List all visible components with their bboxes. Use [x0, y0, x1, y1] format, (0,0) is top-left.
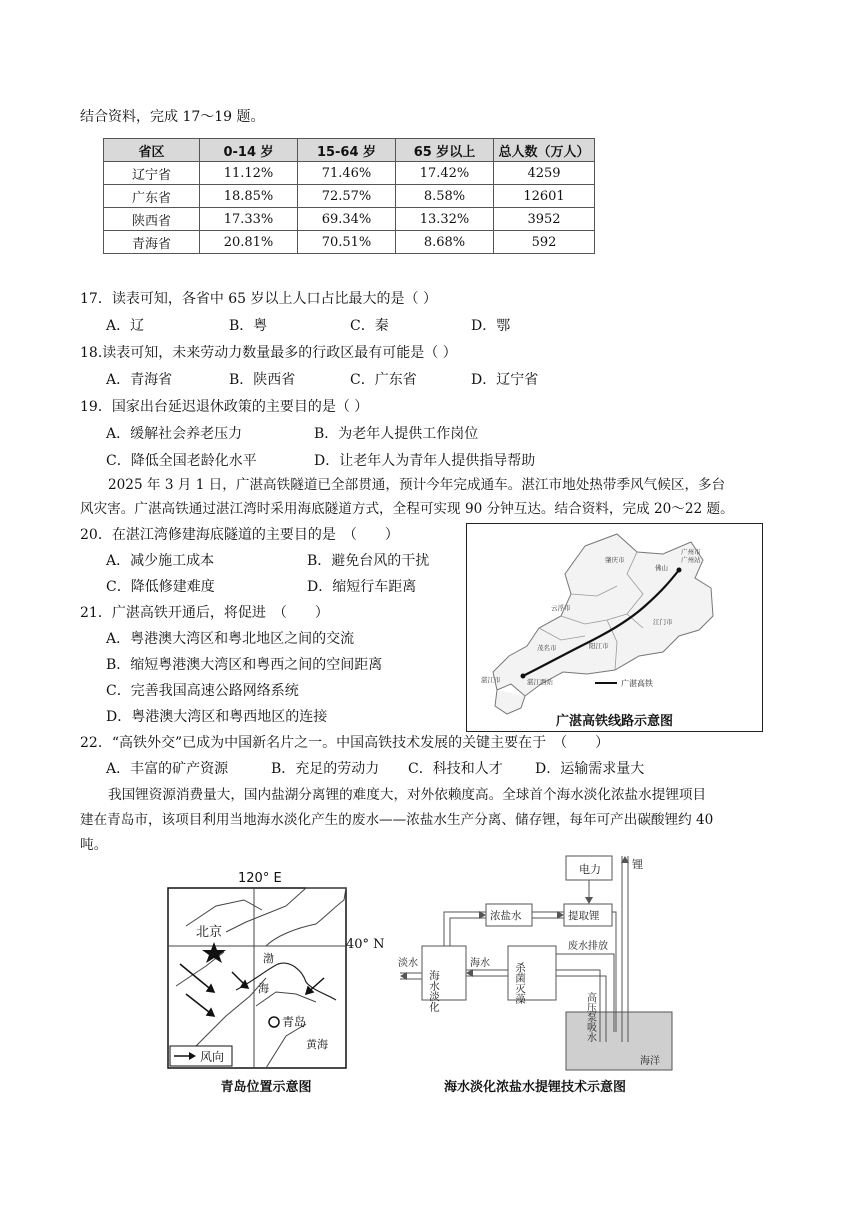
q21-stem: 21．广湛高铁开通后，将促进 （ ） [80, 605, 329, 621]
power-label: 电力 [579, 863, 601, 876]
q17-stem: 17．读表可知，各省中 65 岁以上人口占比最大的是（ ） [80, 291, 437, 307]
q20-option-b[interactable]: B．避免台风的干扰 [307, 553, 430, 569]
header-total: 总人数（万人） [494, 139, 595, 162]
q21-option-a[interactable]: A．粤港澳大湾区和粤北地区之间的交流 [106, 631, 355, 647]
city-label: 云浮市 [551, 604, 571, 612]
table-row [104, 185, 595, 208]
population-table [103, 138, 595, 254]
intro-lithium-line2: 建在青岛市，该项目利用当地海水淡化产生的废水——浓盐水生产分离、储存锂，每年可产出碳酸锂约 40 [80, 812, 714, 828]
q19-option-b[interactable]: B．为老年人提供工作岗位 [314, 426, 479, 442]
seawater-label: 海水 [470, 958, 490, 969]
qingdao-label: 青岛 [282, 1015, 307, 1029]
lithium-label: 锂 [632, 858, 643, 871]
freshwater-label: 淡水 [398, 958, 418, 969]
table-row [104, 162, 595, 185]
cell: 72.57% [298, 185, 396, 208]
bohai-label: 渤 [263, 952, 274, 965]
cell: 20.81% [200, 231, 298, 254]
q19-option-d[interactable]: D．让老年人为青年人提供指导帮助 [314, 453, 536, 469]
q20-option-c[interactable]: C．降低修建难度 [106, 579, 215, 595]
cell: 17.33% [200, 208, 298, 231]
q21-option-b[interactable]: B．缩短粤港澳大湾区和粤西之间的空间距离 [106, 657, 383, 673]
guangdong-region-shape [493, 534, 713, 696]
table-row [104, 231, 595, 254]
city-label: 江门市 [653, 618, 673, 626]
q18-stem: 18.读表可知，未来劳动力数量最多的行政区最有可能是（ ） [80, 345, 457, 361]
city-label: 广州站 [681, 556, 701, 564]
guangzhan-map-figure [466, 523, 763, 732]
q22-option-d[interactable]: D．运输需求量大 [535, 761, 645, 777]
pump-label: 高压泵吸水 [584, 992, 596, 1042]
cell: 3952 [494, 208, 595, 231]
cell: 18.85% [200, 185, 298, 208]
q18-option-c[interactable]: C．广东省 [350, 372, 417, 388]
header-65plus: 65 岁以上 [396, 139, 494, 162]
zhanjiang-west-station-dot [521, 674, 526, 679]
wastewater-label: 废水排放 [568, 941, 608, 952]
city-label: 佛山 [655, 564, 668, 572]
q22-option-a[interactable]: A．丰富的矿产资源 [106, 761, 229, 777]
city-label: 广州市 [681, 548, 701, 556]
legend-label: 广湛高铁 [621, 679, 653, 688]
q19-option-a[interactable]: A．缓解社会养老压力 [106, 426, 243, 442]
q19-stem: 19．国家出台延迟退休政策的主要目的是（ ） [80, 399, 369, 415]
guangzhan-map-caption: 广湛高铁线路示意图 [555, 714, 673, 729]
lithium-diagram [396, 852, 674, 1074]
q17-option-d[interactable]: D．鄂 [471, 318, 511, 334]
q21-option-c[interactable]: C．完善我国高速公路网络系统 [106, 683, 299, 699]
hai-label: 海 [258, 982, 269, 995]
cell: 12601 [494, 185, 595, 208]
yellowsea-label: 黄海 [306, 1038, 328, 1051]
cell: 8.68% [396, 231, 494, 254]
cell: 13.32% [396, 208, 494, 231]
city-label: 阳江市 [589, 642, 609, 650]
guangzhou-station-dot [677, 568, 682, 573]
q19-option-c[interactable]: C．降低全国老龄化水平 [106, 453, 257, 469]
header-15-64: 15-64 岁 [298, 139, 396, 162]
city-label: 茂名市 [537, 644, 557, 652]
cell: 青海省 [104, 231, 200, 254]
q17-option-a[interactable]: A．辽 [106, 318, 145, 334]
cell: 69.34% [298, 208, 396, 231]
qingdao-marker-icon [269, 1017, 279, 1027]
intro-20-22-line1: 2025 年 3 月 1 日，广湛高铁隧道已全部贯通，预计今年完成通车。湛江市地处热带季风气候区，多台 [108, 477, 726, 493]
qingdao-map-caption: 青岛位置示意图 [220, 1080, 312, 1095]
cell: 11.12% [200, 162, 298, 185]
qingdao-map-figure [166, 866, 385, 1072]
cell: 辽宁省 [104, 162, 200, 185]
q17-option-c[interactable]: C．秦 [350, 318, 389, 334]
brine-label: 浓盐水 [490, 910, 522, 922]
intro-20-22-line2: 风灾害。广湛高铁通过湛江湾时采用海底隧道方式，全程可实现 90 分钟互达。结合资料，完成 20～22 题。 [80, 501, 734, 517]
q18-option-d[interactable]: D．辽宁省 [471, 372, 539, 388]
q22-option-c[interactable]: C．科技和人才 [408, 761, 503, 777]
lithium-diagram-figure [396, 852, 674, 1074]
guangzhan-map [467, 524, 762, 731]
intro-lithium-line1: 我国锂资源消费量大，国内盐湖分离锂的难度大，对外依赖度高。全球首个海水淡化浓盐水提锂项目 [108, 787, 707, 803]
extract-label: 提取锂 [568, 910, 600, 922]
cell: 70.51% [298, 231, 396, 254]
legend-wind-label: 风向 [200, 1050, 225, 1064]
q21-option-d[interactable]: D．粤港澳大湾区和粤西地区的连接 [106, 709, 328, 725]
desal-label: 海水淡化 [428, 970, 440, 1012]
cell: 8.58% [396, 185, 494, 208]
cell: 4259 [494, 162, 595, 185]
intro-lithium-line3: 吨。 [80, 837, 108, 853]
cell: 陕西省 [104, 208, 200, 231]
city-label: 肇庆市 [605, 556, 625, 564]
latitude-label: 40° N [346, 937, 385, 952]
q20-option-a[interactable]: A．减少施工成本 [106, 553, 215, 569]
qingdao-map [166, 866, 366, 1072]
q22-stem: 22．“高铁外交”已成为中国新名片之一。中国高铁技术发展的关键主要在于 （ ） [80, 735, 610, 751]
ocean-label: 海洋 [640, 1056, 660, 1067]
table-row [104, 208, 595, 231]
q18-option-a[interactable]: A．青海省 [106, 372, 173, 388]
city-label: 湛江市 [481, 676, 501, 684]
longitude-label: 120° E [238, 871, 282, 886]
beijing-label: 北京 [196, 925, 223, 940]
intro-17-19: 结合资料，完成 17～19 题。 [80, 109, 265, 125]
q17-option-b[interactable]: B．粤 [229, 318, 268, 334]
city-label: 湛江西站 [527, 678, 553, 686]
cell: 592 [494, 231, 595, 254]
cell: 71.46% [298, 162, 396, 185]
header-province: 省区 [104, 139, 200, 162]
cell: 17.42% [396, 162, 494, 185]
sterilize-label: 杀菌灭藻 [514, 962, 526, 1004]
cell: 广东省 [104, 185, 200, 208]
q20-stem: 20．在湛江湾修建海底隧道的主要目的是 （ ） [80, 527, 399, 543]
q18-option-b[interactable]: B．陕西省 [229, 372, 296, 388]
table-header-row [104, 139, 595, 162]
lithium-diagram-caption: 海水淡化浓盐水提锂技术示意图 [443, 1080, 626, 1095]
header-0-14: 0-14 岁 [200, 139, 298, 162]
q20-option-d[interactable]: D．缩短行车距离 [307, 579, 417, 595]
q22-option-b[interactable]: B．充足的劳动力 [271, 761, 380, 777]
